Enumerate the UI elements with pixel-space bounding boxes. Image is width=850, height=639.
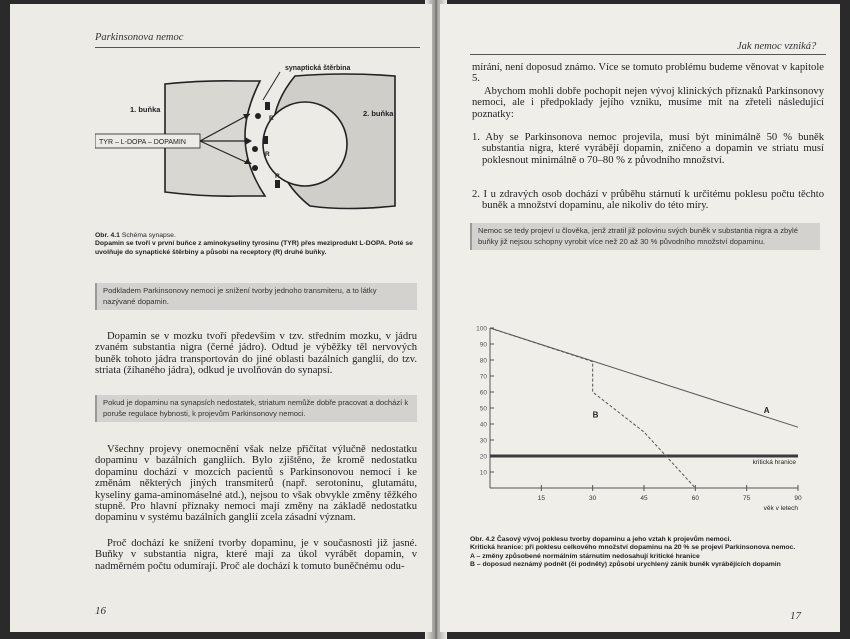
- receptor-label: R: [269, 115, 274, 122]
- synapse-diagram: [95, 56, 415, 216]
- x-tick-label: 30: [589, 495, 597, 502]
- cell1-label: 1. buňka: [130, 105, 161, 114]
- receptor-label: R: [265, 151, 270, 158]
- y-tick-label: 10: [479, 469, 487, 477]
- y-tick-label: 80: [479, 357, 487, 365]
- header-rule: [470, 54, 826, 55]
- paragraph-1: Dopamin se v mozku tvoří především v tzv. středním mozku, v jádru zvaném substantia nigra (černé jádro). Odtud je výběžky těl nervových buněk tohoto jádra transportován do jiné oblasti bazálních ganglií, do tzv. striata (žíhaného jádra), odkud je uvolňován do synapsí.: [95, 331, 417, 377]
- receptor: [275, 180, 280, 188]
- caption-num: Obr. 4.1: [95, 232, 120, 239]
- y-tick-label: 30: [479, 437, 487, 445]
- caption-line-2: A – změny způsobené normálním stárnutím nedosahují kritické hranice: [470, 552, 700, 560]
- y-tick-label: 100: [476, 325, 487, 333]
- paragraph-2: Všechny projevy onemocnění však nelze přičítat výlučně nedostatku dopaminu v bazálních gangliích. Bylo zjištěno, že kromě nedostatku dopaminu dochází v mozcích pacientů s Parkinsonovou nemocí i ke změnám některých jiných transmiterů (např. serotoninu, glutamátu, kyseliny gama-aminomáselné atd.), nejsou to však obvykle změny těžkého stupně. Pro hlavní příznaky nemoci mají změny na základě nedostatku dopaminu v systému bazálních ganglií zcela zásadní význam.: [95, 444, 417, 524]
- list-item-2: 2. I u zdravých osob dochází v průběhu stárnutí k určitému poklesu počtu těchto buněk a množství dopaminu, ale nikoliv do této míry.: [472, 189, 824, 212]
- y-tick-label: 20: [479, 453, 487, 461]
- right-page: [440, 4, 840, 632]
- cleft-label: synaptická štěrbina: [285, 65, 351, 72]
- series-a-line: [490, 328, 798, 427]
- x-axis-label: věk v letech: [763, 505, 798, 512]
- running-header: Parkinsonova nemoc: [95, 32, 184, 43]
- list-item-1: 1. Aby se Parkinsonova nemoc projevila, musí být minimálně 50 % buněk substantia nigra, které vyrábějí dopamin, zničeno a dopamin ve striatu musí poklesnout minimálně o 70–80 % z původního množství.: [472, 132, 824, 166]
- receptor: [265, 102, 270, 110]
- dopamine-chart: [470, 316, 830, 521]
- arrow-cleft: [263, 72, 280, 100]
- caption-line-3: B – doposud neznámý podnět (či podněty) způsobí urychlený zánik buněk vyrábějících dopamin: [470, 561, 781, 569]
- highlight-box-1: Podkladem Parkinsonovy nemoci je snížení tvorby jednoho transmiteru, a to látky nazývané dopamin.: [95, 283, 417, 310]
- y-tick-label: 70: [479, 373, 487, 381]
- dopamine-dot: [252, 165, 258, 171]
- caption-text: Dopamin se tvoří v první buňce z aminokyseliny tyrosinu (TYR) přes meziprodukt L-DOPA. Poté se uvolňuje do synaptické štěrbiny a působí na receptory (R) druhé buňky.: [95, 240, 413, 256]
- x-tick-label: 45: [640, 495, 648, 502]
- running-header: Jak nemoc vzniká?: [737, 41, 817, 52]
- y-tick-label: 50: [479, 405, 487, 413]
- arrowhead-2: [245, 137, 252, 145]
- cell2-label: 2. buňka: [363, 109, 394, 118]
- highlight-box-2: Pokud je dopaminu na synapsích nedostatek, striatum nemůže dobře pracovat a dochází k poruše regulace hybnosti, k projevům Parkinsonovy nemoci.: [95, 395, 417, 422]
- dopamine-dot: [255, 113, 261, 119]
- pathway-label: TYR – L-DOPA – DOPAMIN: [99, 139, 186, 146]
- critical-threshold-label: kritická hranice: [752, 459, 796, 466]
- paragraph-3: Proč dochází ke snížení tvorby dopaminu, je v současnosti již jasné. Buňky v substantia nigra, které mají za úkol vyrábět dopamin, v nadměrném počtu odumírají. Proč ale dochází k tomuto buněčnému odu-: [95, 538, 417, 572]
- y-tick-label: 60: [479, 389, 487, 397]
- page-number: 16: [95, 605, 106, 617]
- paragraph-1: mírání, není doposud známo. Více se tomuto problému budeme věnovat v kapitole 5.: [472, 62, 824, 85]
- series-b-line: [490, 328, 695, 488]
- paragraph-2: Abychom mohli dobře pochopit nejen vývoj klinických příznaků Parkinsonovy nemoci, ale i předpoklady jejího vzniku, musíme mít na zřeteli následující poznatky:: [472, 86, 824, 120]
- critical-threshold-band: [490, 455, 798, 458]
- dopamine-dot: [252, 146, 258, 152]
- y-tick-label: 90: [479, 341, 487, 349]
- receptor-label: R: [275, 173, 280, 180]
- left-page: [10, 4, 432, 632]
- x-tick-label: 15: [537, 495, 545, 502]
- page-number: 17: [790, 610, 801, 622]
- caption-num: Obr. 4.2: [470, 536, 495, 543]
- y-tick-label: 40: [479, 421, 487, 429]
- x-tick-label: 90: [794, 495, 802, 502]
- caption-line-1: Kritická hranice: při poklesu celkového množství dopaminu na 20 % se projeví Parkinsonova nemoc.: [470, 544, 796, 552]
- receptor: [263, 136, 268, 144]
- header-rule: [95, 47, 420, 48]
- caption-title: Časový vývoj poklesu tvorby dopaminu a jeho vztah k projevům nemoci.: [496, 536, 732, 543]
- series-b-label: B: [592, 410, 599, 420]
- figure-caption-4-1: [95, 232, 415, 257]
- series-a-label: A: [763, 405, 770, 415]
- figure-caption-4-2: [470, 536, 825, 570]
- x-tick-label: 75: [743, 495, 751, 502]
- caption-title: Schéma synapse.: [121, 232, 176, 239]
- x-tick-label: 60: [691, 495, 699, 502]
- highlight-box: Nemoc se tedy projeví u člověka, jenž ztratil již polovinu svých buněk v substantia nigra a zbylé buňky již nejsou schopny vyrobit více než 20 až 30 % původního množství dopaminu.: [470, 223, 820, 250]
